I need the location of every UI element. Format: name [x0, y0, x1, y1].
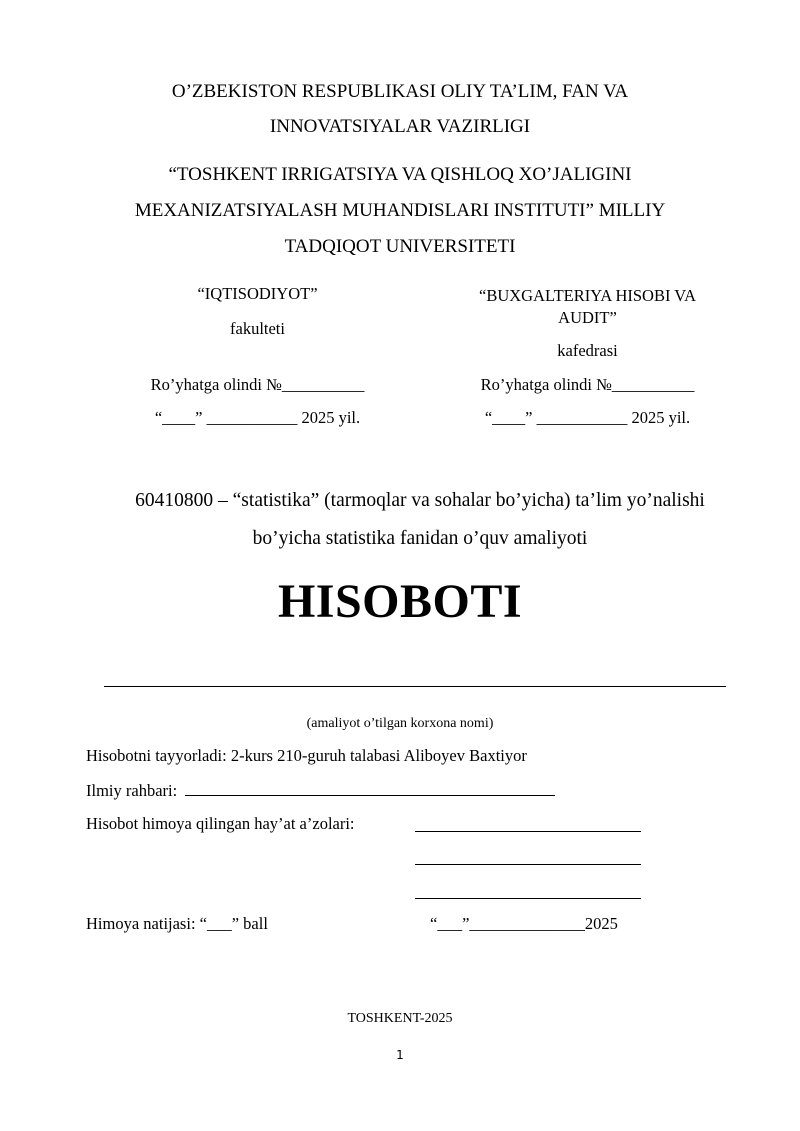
university-line-3: TADQIQOT UNIVERSITETI	[284, 236, 516, 257]
university-line-2: MEXANIZATSIYALASH MUHANDISLARI INSTITUTI” MILLIY	[134, 200, 666, 221]
practice-line-2: bo’yicha statistika fanidan o’quv amaliyoti	[252, 528, 588, 549]
report-title: HISOBOTI	[277, 575, 523, 628]
supervisor-blank	[185, 779, 555, 796]
result-date: “___”______________2025	[430, 914, 618, 933]
ministry-line-2: INNOVATSIYALAR VAZIRLIGI	[269, 116, 531, 137]
committee-label: Hisobot himoya qilingan hay’at a’zolari:	[86, 814, 355, 833]
city-year: TOSHKENT-2025	[347, 1011, 453, 1026]
committee-signature-line-3	[415, 898, 641, 899]
ministry-heading	[80, 74, 720, 144]
practice-line-1: 60410800 – “statistika” (tarmoqlar va sohalar bo’yicha) ta’lim yo’nalishi	[135, 490, 705, 511]
department-name-line-1: “BUXGALTERIYA HISOBI VA	[479, 286, 696, 305]
page-number: 1	[396, 1048, 404, 1062]
department-date: “____” ___________ 2025 yil.	[484, 408, 691, 427]
department-type: kafedrasi	[557, 341, 618, 360]
committee-signature-line-1	[415, 831, 641, 832]
faculty-date: “____” ___________ 2025 yil.	[154, 408, 361, 427]
company-name-line	[104, 686, 726, 687]
faculty-type: fakulteti	[230, 319, 285, 338]
faculty-name: “IQTISODIYOT”	[197, 284, 318, 303]
supervisor-row	[86, 779, 555, 802]
ministry-line-1: O’ZBEKISTON RESPUBLIKASI OLIY TA’LIM, FAN VA	[171, 81, 629, 102]
result-label: Himoya natijasi: “___” ball	[86, 914, 268, 933]
practice-description	[70, 482, 770, 558]
company-caption: (amaliyot o’tilgan korxona nomi)	[306, 716, 494, 731]
prepared-by: Hisobotni tayyorladi: 2-kurs 210-guruh talabasi Aliboyev Baxtiyor	[86, 746, 527, 765]
committee-signature-line-2	[415, 864, 641, 865]
university-line-1: “TOSHKENT IRRIGATSIYA VA QISHLOQ XO’JALIGINI	[168, 164, 632, 185]
supervisor-label: Ilmiy rahbari:	[86, 781, 178, 800]
department-name-line-2: AUDIT”	[558, 308, 617, 327]
university-heading	[60, 157, 740, 265]
department-registration: Ro’yhatga olindi №__________	[480, 375, 695, 394]
faculty-registration: Ro’yhatga olindi №__________	[150, 375, 365, 394]
